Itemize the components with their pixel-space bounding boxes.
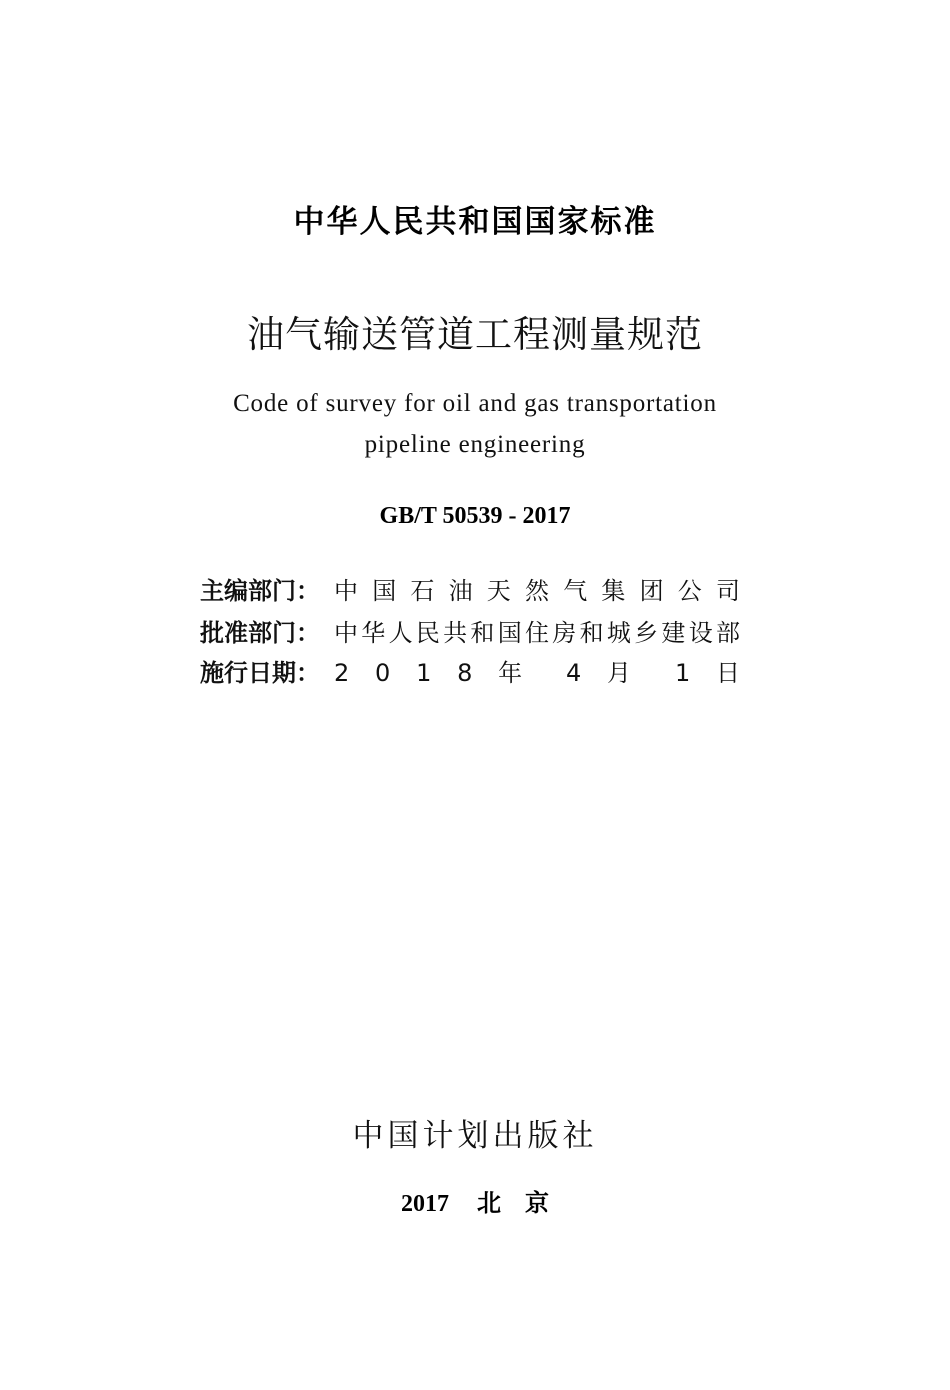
english-title-line-2: pipeline engineering xyxy=(364,431,586,458)
effective-date-row xyxy=(200,652,740,688)
approver-department-value: 中华人民共和国住房和城乡建设部 xyxy=(334,618,740,647)
publication-year: 2017 xyxy=(401,1191,449,1217)
standard-code: GB/T 50539 - 2017 xyxy=(379,503,571,529)
effective-date-value: 2 0 1 8 年 4 月 1 日 xyxy=(334,658,740,687)
editor-department-value: 中 国 石 油 天 然 气 集 团 公 司 xyxy=(334,576,740,605)
publisher-name: 中国计划出版社 xyxy=(352,1118,598,1154)
publication-year-place xyxy=(0,1183,950,1218)
editor-department-label: 主编部门： xyxy=(200,576,320,605)
approver-department-label: 批准部门： xyxy=(200,618,320,647)
publication-city: 北 京 xyxy=(477,1189,549,1217)
standard-type-heading: 中华人民共和国国家标准 xyxy=(293,204,657,240)
editor-department-row xyxy=(200,570,740,606)
chinese-title: 油气输送管道工程测量规范 xyxy=(247,313,703,356)
english-title-line-1: Code of survey for oil and gas transportation xyxy=(233,390,717,417)
approver-department-row xyxy=(200,612,740,648)
effective-date-label: 施行日期： xyxy=(200,658,320,687)
